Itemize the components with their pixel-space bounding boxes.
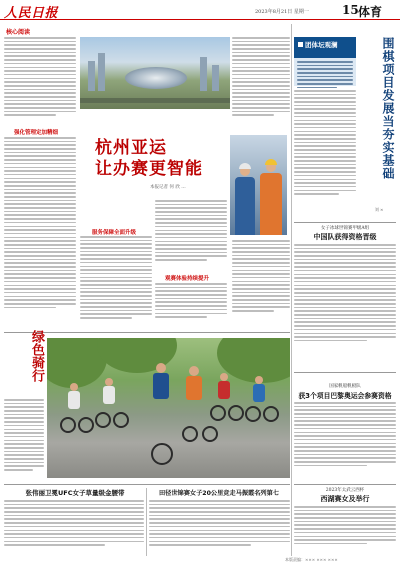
masthead [0, 0, 400, 20]
bottom-story-headline: 田径世锦赛女子20公里竞走马振霞名列第七 [159, 490, 279, 497]
subhead-management: 强化管理定加精细 [14, 130, 59, 136]
divider [294, 222, 396, 223]
story-headline: 西湖赛女及举行 [320, 495, 370, 503]
lead-byline: 本报记者 何 欣 … [150, 185, 186, 190]
cycling-photo [47, 338, 290, 478]
sidebar-text [294, 90, 356, 210]
bottom-story-body [4, 500, 144, 556]
summary-text [4, 37, 76, 137]
newspaper-logo: 人民日报 [4, 6, 59, 21]
section-name: 体育 [358, 5, 383, 19]
subhead-viewing: 观赛体验持续提升 [165, 276, 210, 282]
square-bullet-icon [298, 42, 303, 47]
stadium-photo [80, 37, 230, 109]
story-body [294, 402, 396, 480]
page-number: 15 [342, 3, 359, 17]
divider [146, 488, 147, 556]
bottom-story-body [149, 500, 290, 556]
photo-feature-title: 绿色骑行 [29, 330, 44, 382]
article-column-6 [232, 240, 290, 328]
divider [294, 484, 396, 485]
story-kicker: 2023年太武云西杯 [325, 488, 365, 493]
column-banner-label: 团体坛观澜 [305, 41, 338, 49]
subhead-service: 服务保障全面升级 [92, 230, 137, 236]
sidebar-vertical-title: 围棋项目发展当夯实基础 [381, 37, 395, 180]
story-kicker: 女子冰球世锦赛甲级A组 [320, 226, 370, 231]
page-footer: 本版责编：××× ××× ××× [285, 557, 338, 562]
summary-label: 核心阅读 [6, 29, 31, 36]
dateline: 2023年8月21日 星期一 [255, 9, 309, 15]
article-column-1 [4, 137, 76, 327]
story-headline: 获3个项目巴黎奥运会参赛资格 [298, 392, 392, 400]
bottom-story-headline: 张伟丽卫冕UFC女子草量级金腰带 [25, 489, 125, 497]
sidebar-byline: 刘 × [374, 207, 384, 212]
story-kicker: 国家帆船帆板队 [329, 384, 361, 389]
story-body [294, 244, 396, 356]
column-banner [294, 37, 356, 59]
sidebar-lead [294, 58, 356, 86]
lead-headline-line2: 让办赛更智能 [95, 159, 203, 179]
story-body [294, 506, 396, 554]
article-column-4 [155, 283, 227, 328]
divider [4, 484, 290, 485]
divider [291, 24, 292, 556]
article-column-5 [232, 37, 290, 132]
divider [294, 372, 396, 373]
article-column-2 [80, 236, 152, 328]
article-column-3 [155, 200, 227, 272]
photo-caption [4, 399, 44, 479]
workers-photo [230, 135, 287, 235]
divider [4, 332, 290, 333]
lead-headline-line1: 杭州亚运 [95, 138, 167, 158]
story-headline: 中国队获得资格晋级 [313, 233, 377, 241]
